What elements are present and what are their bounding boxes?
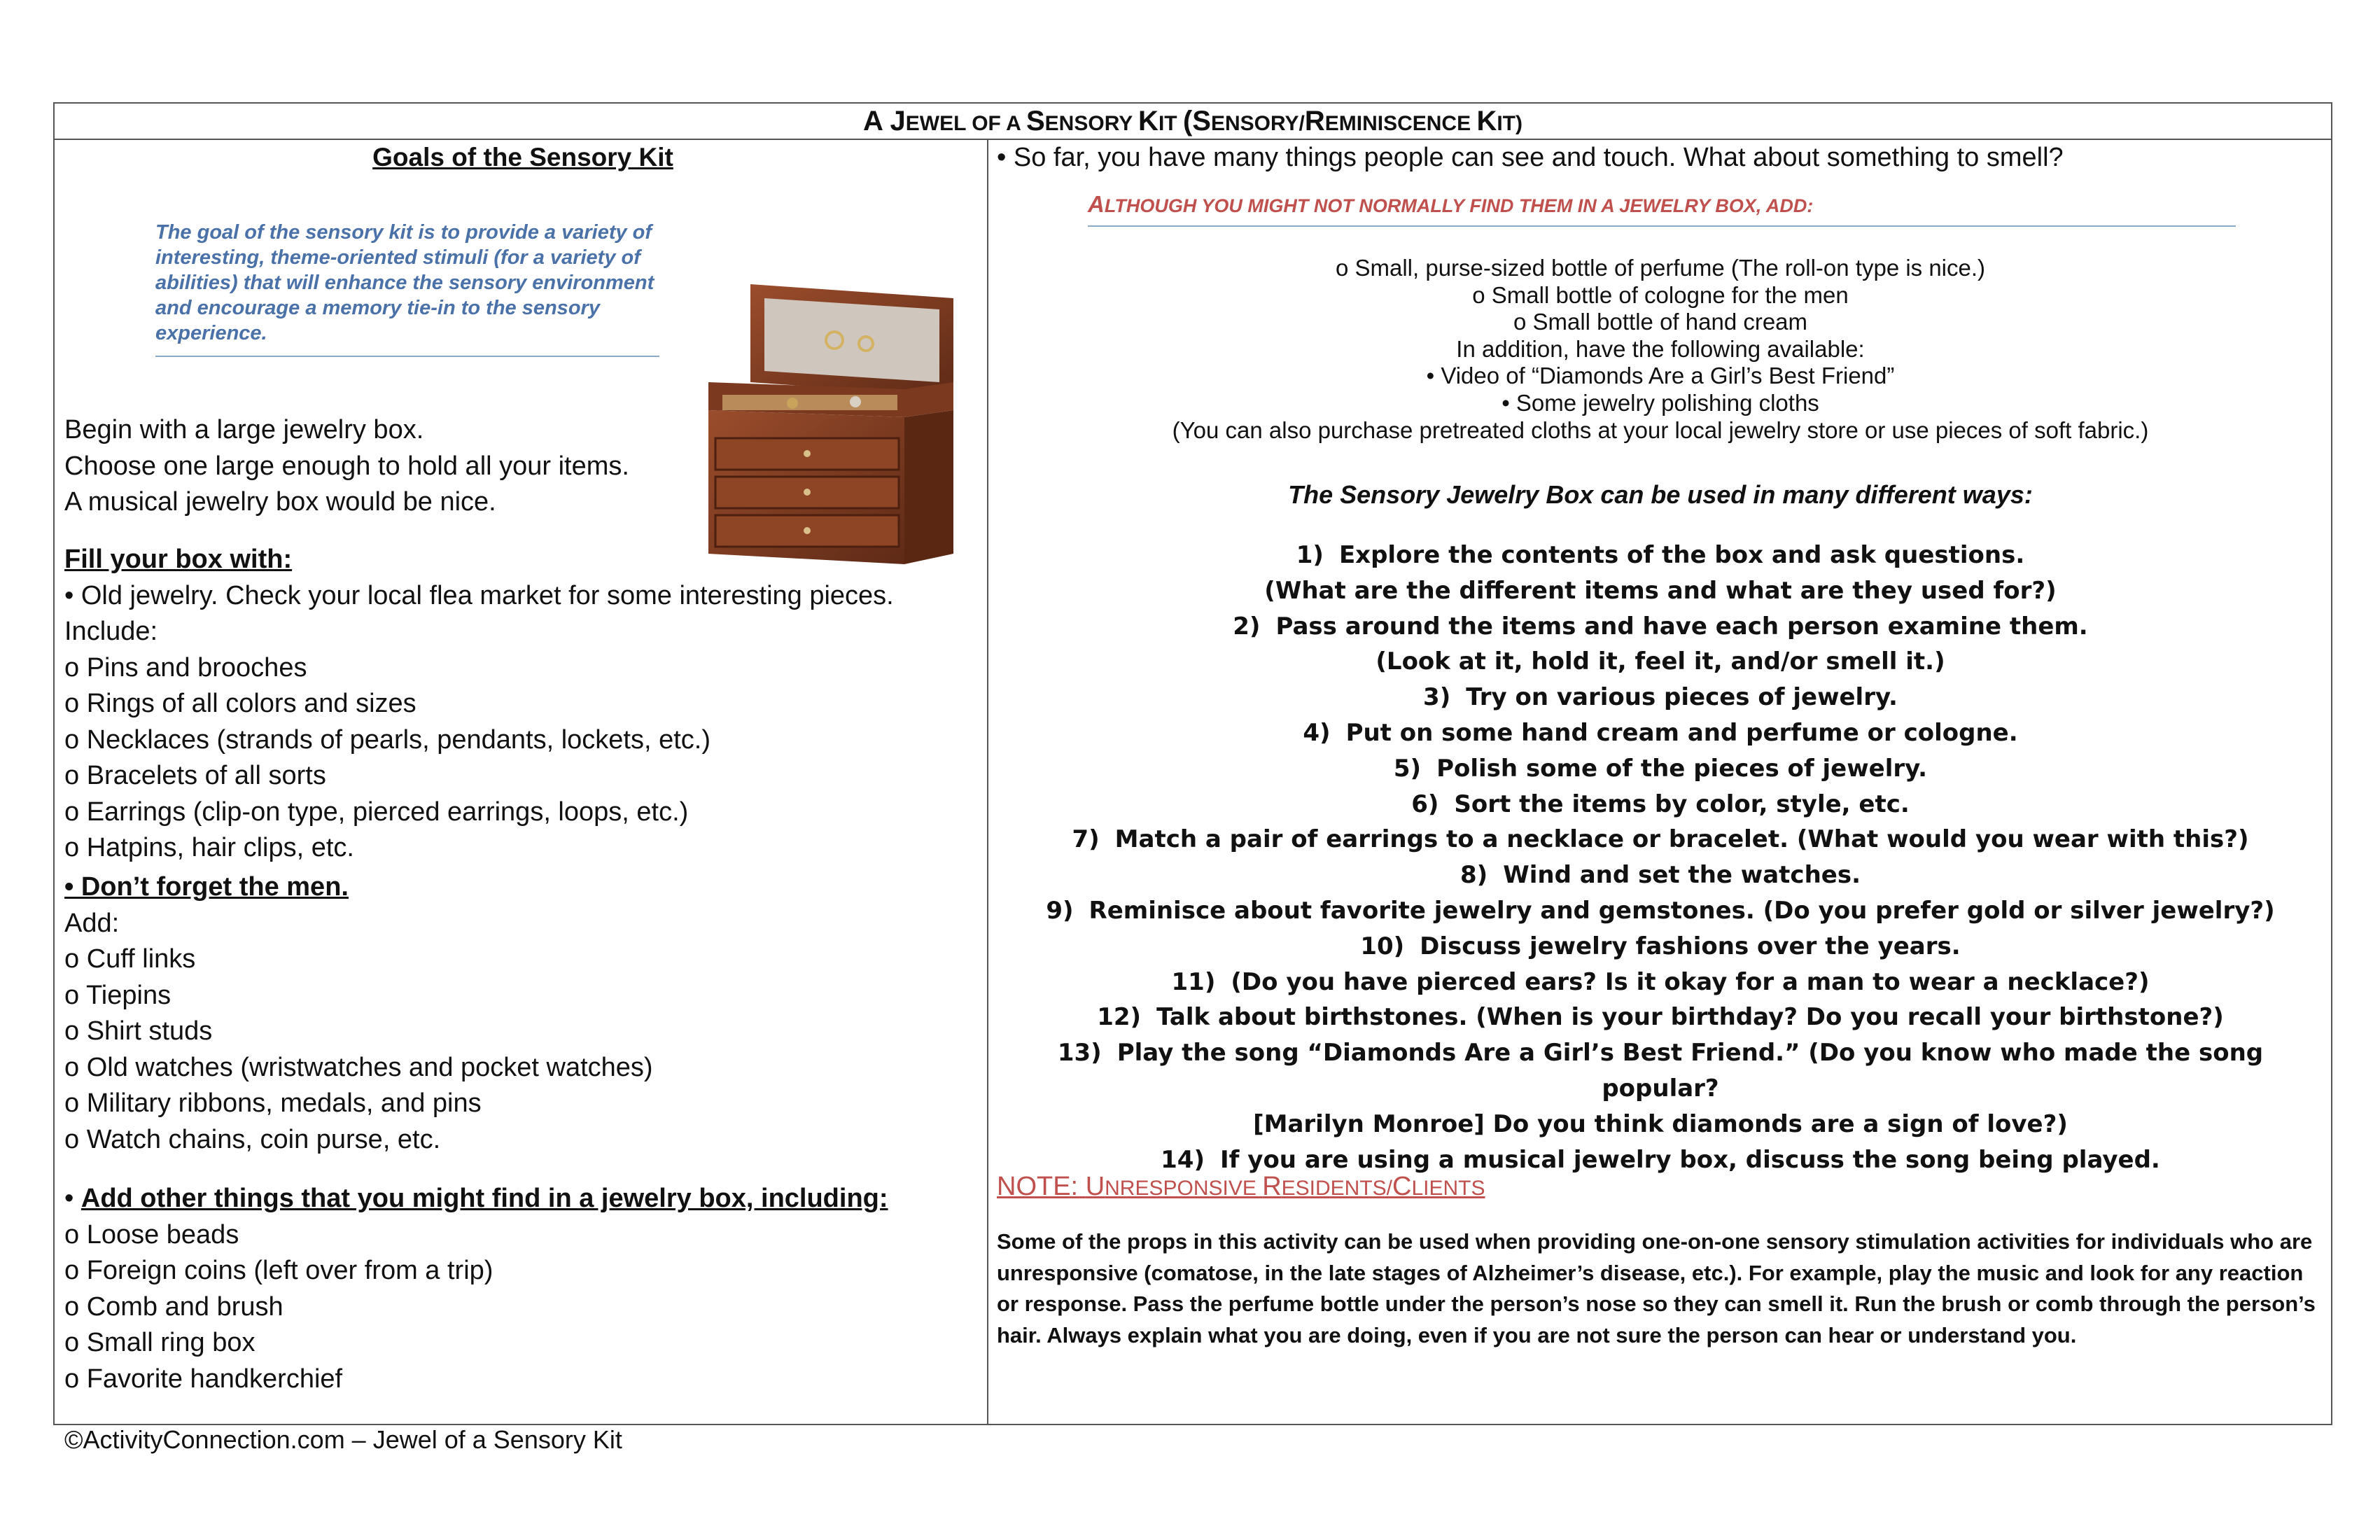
add-heading: ALTHOUGH YOU MIGHT NOT NORMALLY FIND THEM IN A JEWELRY BOX, ADD: xyxy=(1088,189,2236,227)
list-item: o Earrings (clip-on type, pierced earrings, loops, etc.) xyxy=(64,797,689,827)
list-item: 11) (Do you have pierced ears? Is it okay for a man to wear a necklace?) xyxy=(1171,967,2150,996)
list-item: 13) Play the song “Diamonds Are a Girl’s Best Friend.” (Do you know who made the song popular? xyxy=(1057,1039,2264,1102)
document-sheet xyxy=(53,102,2332,1425)
list-item: o Small bottle of cologne for the men xyxy=(1472,281,1849,308)
list-item: o Small ring box xyxy=(64,1328,255,1357)
list-item: o Military ribbons, medals, and pins xyxy=(64,1088,482,1118)
list-item: o Small, purse-sized bottle of perfume (The roll-on type is nice.) xyxy=(1335,255,1986,281)
goal-quote: The goal of the sensory kit is to provide a variety of interesting, theme-oriented stimuli (for a variety of abilities) that will enhance the sensory environment and encourage a memory tie-in to the sensory experience. xyxy=(155,220,659,357)
list-item: 14) If you are using a musical jewelry box, discuss the song being played. xyxy=(1161,1145,2160,1174)
list-item: o Small bottle of hand cream xyxy=(1513,309,1808,335)
list-item: o Bracelets of all sorts xyxy=(64,761,326,790)
list-item: o Hatpins, hair clips, etc. xyxy=(64,833,354,862)
smell-list xyxy=(997,255,2324,444)
men-section xyxy=(64,869,988,1158)
list-item: o Rings of all colors and sizes xyxy=(64,689,416,718)
list-item: 5) Polish some of the pieces of jewelry. xyxy=(1393,754,1928,783)
list-item: o Cuff links xyxy=(64,944,196,974)
intro-lines xyxy=(64,412,680,521)
list-item: o Loose beads xyxy=(64,1219,239,1250)
fill-heading: Fill your box with: xyxy=(64,545,293,574)
page-title: A JEWEL OF A SENSORY KIT (SENSORY/REMINISCENCE KIT) xyxy=(55,104,2331,140)
footer-copyright: ©ActivityConnection.com – Jewel of a Sensory Kit xyxy=(64,1425,622,1454)
list-item: • Video of “Diamonds Are a Girl’s Best Friend” xyxy=(1426,363,1895,389)
list-item: 6) Sort the items by color, style, etc. xyxy=(1411,790,1910,818)
list-item: o Old watches (wristwatches and pocket watches) xyxy=(64,1052,653,1082)
list-item: Add: xyxy=(64,908,120,938)
list-item: o Shirt studs xyxy=(64,1016,213,1046)
list-item: [Marilyn Monroe] Do you think diamonds are a sign of love?) xyxy=(1253,1110,2068,1138)
list-item: (What are the different items and what are they used for?) xyxy=(1264,576,2057,605)
note-body: Some of the props in this activity can be used when providing one-on-one sensory stimulation activities for individuals who are unresponsive (comatose, in the late stages of Alzheimer’s disease, etc.). For example, play the music and look for any reaction or response. Pass the perfume bottle under the person’s nose so they can smell it. Run the brush or comb through the person’s hair. Always explain what you are doing, even if you are not sure the person can hear or understand you. xyxy=(997,1229,2316,1348)
right-column xyxy=(997,140,2324,1425)
list-item: • Old jewelry. Check your local flea market for some interesting pieces. xyxy=(64,580,894,610)
intro-line: A musical jewelry box would be nice. xyxy=(64,487,496,517)
fill-section xyxy=(64,542,988,867)
list-item: • Some jewelry polishing cloths xyxy=(1502,389,1819,416)
list-item: o Tiepins xyxy=(64,980,172,1010)
list-item: Include: xyxy=(64,617,158,646)
list-item: o Pins and brooches xyxy=(64,652,307,682)
list-item: 2) Pass around the items and have each person examine them. xyxy=(1233,612,2088,640)
list-item: o Necklaces (strands of pearls, pendants, lockets, etc.) xyxy=(64,724,710,755)
list-item: o Foreign coins (left over from a trip) xyxy=(64,1256,493,1285)
list-item: 7) Match a pair of earrings to a necklace or bracelet. (What would you wear with this?) xyxy=(1072,825,2249,854)
list-item: 10) Discuss jewelry fashions over the years. xyxy=(1360,932,1961,960)
list-item: In addition, have the following available: xyxy=(1456,335,1865,362)
goals-heading: Goals of the Sensory Kit xyxy=(372,143,673,172)
smell-intro: • So far, you have many things people can see and touch. What about something to smell? xyxy=(997,143,2064,172)
intro-line: Choose one large enough to hold all your items. xyxy=(64,451,629,481)
note-heading: NOTE: UNRESPONSIVE RESIDENTS/CLIENTS xyxy=(997,1172,1485,1201)
jewelry-box-image xyxy=(694,277,960,571)
other-section xyxy=(64,1181,988,1397)
ways-heading: The Sensory Jewelry Box can be used in many different ways: xyxy=(1288,480,2033,509)
other-heading: Add other things that you might find in a jewelry box, including: xyxy=(80,1184,888,1213)
list-item: (You can also purchase pretreated cloths at your local jewelry store or use pieces of soft fabric.) xyxy=(1172,416,2149,443)
list-item: 8) Wind and set the watches. xyxy=(1460,861,1861,890)
list-item: o Watch chains, coin purse, etc. xyxy=(64,1124,441,1154)
ways-list xyxy=(997,538,2324,1177)
intro-line: Begin with a large jewelry box. xyxy=(64,415,424,444)
other-heading-row: • Add other things that you might find in a jewelry box, including: xyxy=(64,1184,888,1213)
left-column xyxy=(64,140,981,1425)
list-item: 4) Put on some hand cream and perfume or cologne. xyxy=(1303,718,2018,747)
list-item: 9) Reminisce about favorite jewelry and gemstones. (Do you prefer gold or silver jewelry?) xyxy=(1046,896,2275,925)
men-heading: • Don’t forget the men. xyxy=(64,872,349,902)
list-item: 1) Explore the contents of the box and ask questions. xyxy=(1296,541,2025,569)
list-item: 12) Talk about birthstones. (When is your birthday? Do you recall your birthstone?) xyxy=(1097,1003,2224,1032)
list-item: o Favorite handkerchief xyxy=(64,1364,343,1394)
list-item: (Look at it, hold it, feel it, and/or smell it.) xyxy=(1376,648,1945,676)
list-item: 3) Try on various pieces of jewelry. xyxy=(1423,683,1898,712)
list-item: o Comb and brush xyxy=(64,1292,284,1322)
